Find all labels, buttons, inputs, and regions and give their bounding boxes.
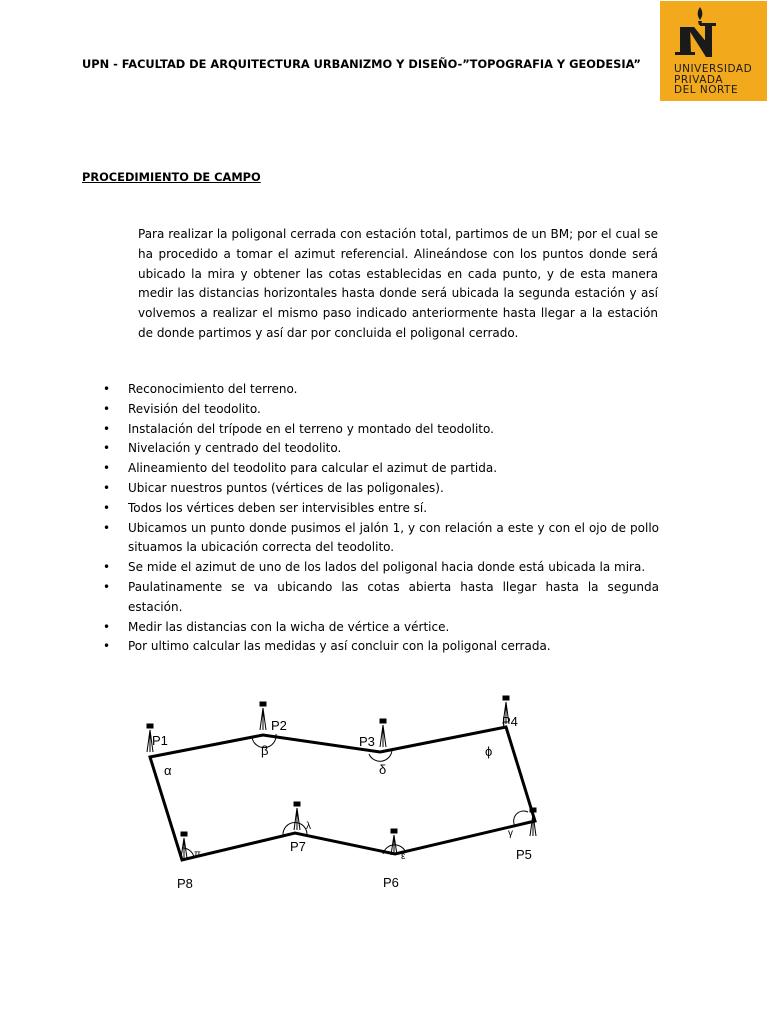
list-item: • Instalación del trípode en el terreno y montado del teodolito. — [103, 421, 494, 436]
angle-label-pi: π — [194, 849, 201, 860]
traverse-polygon — [150, 727, 535, 860]
list-item: • Reconocimiento del terreno. — [103, 382, 298, 396]
logo-line-2: PRIVADA — [674, 73, 724, 86]
list-item: • Por ultimo calcular las medidas y así concluir con la poligonal cerrada. — [103, 639, 551, 654]
list-item: • Ubicamos un punto donde pusimos el jalón 1, y con relación a este y con el ojo de pollo situamos la ubicación correcta del teodolito. — [103, 520, 659, 555]
list-item: • Se mide el azimut de uno de los lados del poligonal hacia donde está ubicada la mira. — [103, 560, 646, 575]
angle-label-phi: ϕ — [485, 744, 493, 759]
point-label-p2: P2 — [271, 718, 287, 733]
angle-label-epsilon: ε — [401, 851, 406, 862]
point-label-p4: P4 — [502, 714, 518, 729]
logo-line-3: DEL NORTE — [674, 84, 739, 96]
point-label-p5: P5 — [516, 847, 532, 862]
closed-traverse-diagram — [130, 688, 560, 898]
list-item: • Alineamiento del teodolito para calcular el azimut de partida. — [103, 461, 498, 476]
point-label-p7: P7 — [290, 839, 306, 854]
point-label-p3: P3 — [359, 734, 375, 749]
angle-label-delta: δ — [379, 762, 387, 777]
section-title: PROCEDIMIENTO DE CAMPO — [82, 170, 261, 184]
tripod-icon — [380, 719, 386, 747]
point-label-p6: P6 — [383, 875, 399, 890]
angle-label-gamma: γ — [508, 828, 513, 839]
tripod-icon — [294, 802, 300, 830]
procedure-list — [103, 380, 659, 657]
document-header-title: UPN - FACULTAD DE ARQUITECTURA URBANIZMO Y DISEÑO-”TOPOGRAFIA Y GEODESIA” — [82, 57, 641, 71]
university-logo — [660, 1, 767, 101]
point-label-p8: P8 — [177, 876, 193, 891]
list-item: • Todos los vértices deben ser intervisibles entre sí. — [103, 500, 428, 515]
list-item: • Revisión del teodolito. — [103, 401, 261, 416]
list-item: • Ubicar nuestros puntos (vértices de las poligonales). — [103, 480, 444, 495]
angle-label-lambda: λ — [306, 821, 311, 832]
angle-label-alpha: α — [164, 763, 172, 778]
tripod-icon — [260, 702, 266, 730]
logo-line-1: UNIVERSIDAD — [674, 63, 753, 75]
point-label-p1: P1 — [152, 733, 168, 748]
tripod-icon — [181, 832, 187, 858]
intro-paragraph: Para realizar la poligonal cerrada con estación total, partimos de un BM; por el cual se ha procedido a tomar el azimut referencial. Alineándose con los puntos donde será ubicado la mira y obtener las cotas establecidas en cada punto, y de esta manera medir las distancias horizontales hasta donde será ubicada la segunda estación y así volvemos a realizar el mismo paso indicado anteriormente hasta llegar a la estación de donde partimos y así dar por concluida el poligonal cerrado. — [138, 227, 658, 340]
list-item: • Paulatinamente se va ubicando las cotas abierta hasta llegar hasta la segunda estación. — [103, 579, 659, 614]
list-item: • Medir las distancias con la wicha de vértice a vértice. — [103, 619, 450, 634]
list-item: • Nivelación y centrado del teodolito. — [103, 441, 342, 456]
tripod-icon — [391, 829, 397, 855]
angle-label-beta: β — [261, 743, 269, 758]
